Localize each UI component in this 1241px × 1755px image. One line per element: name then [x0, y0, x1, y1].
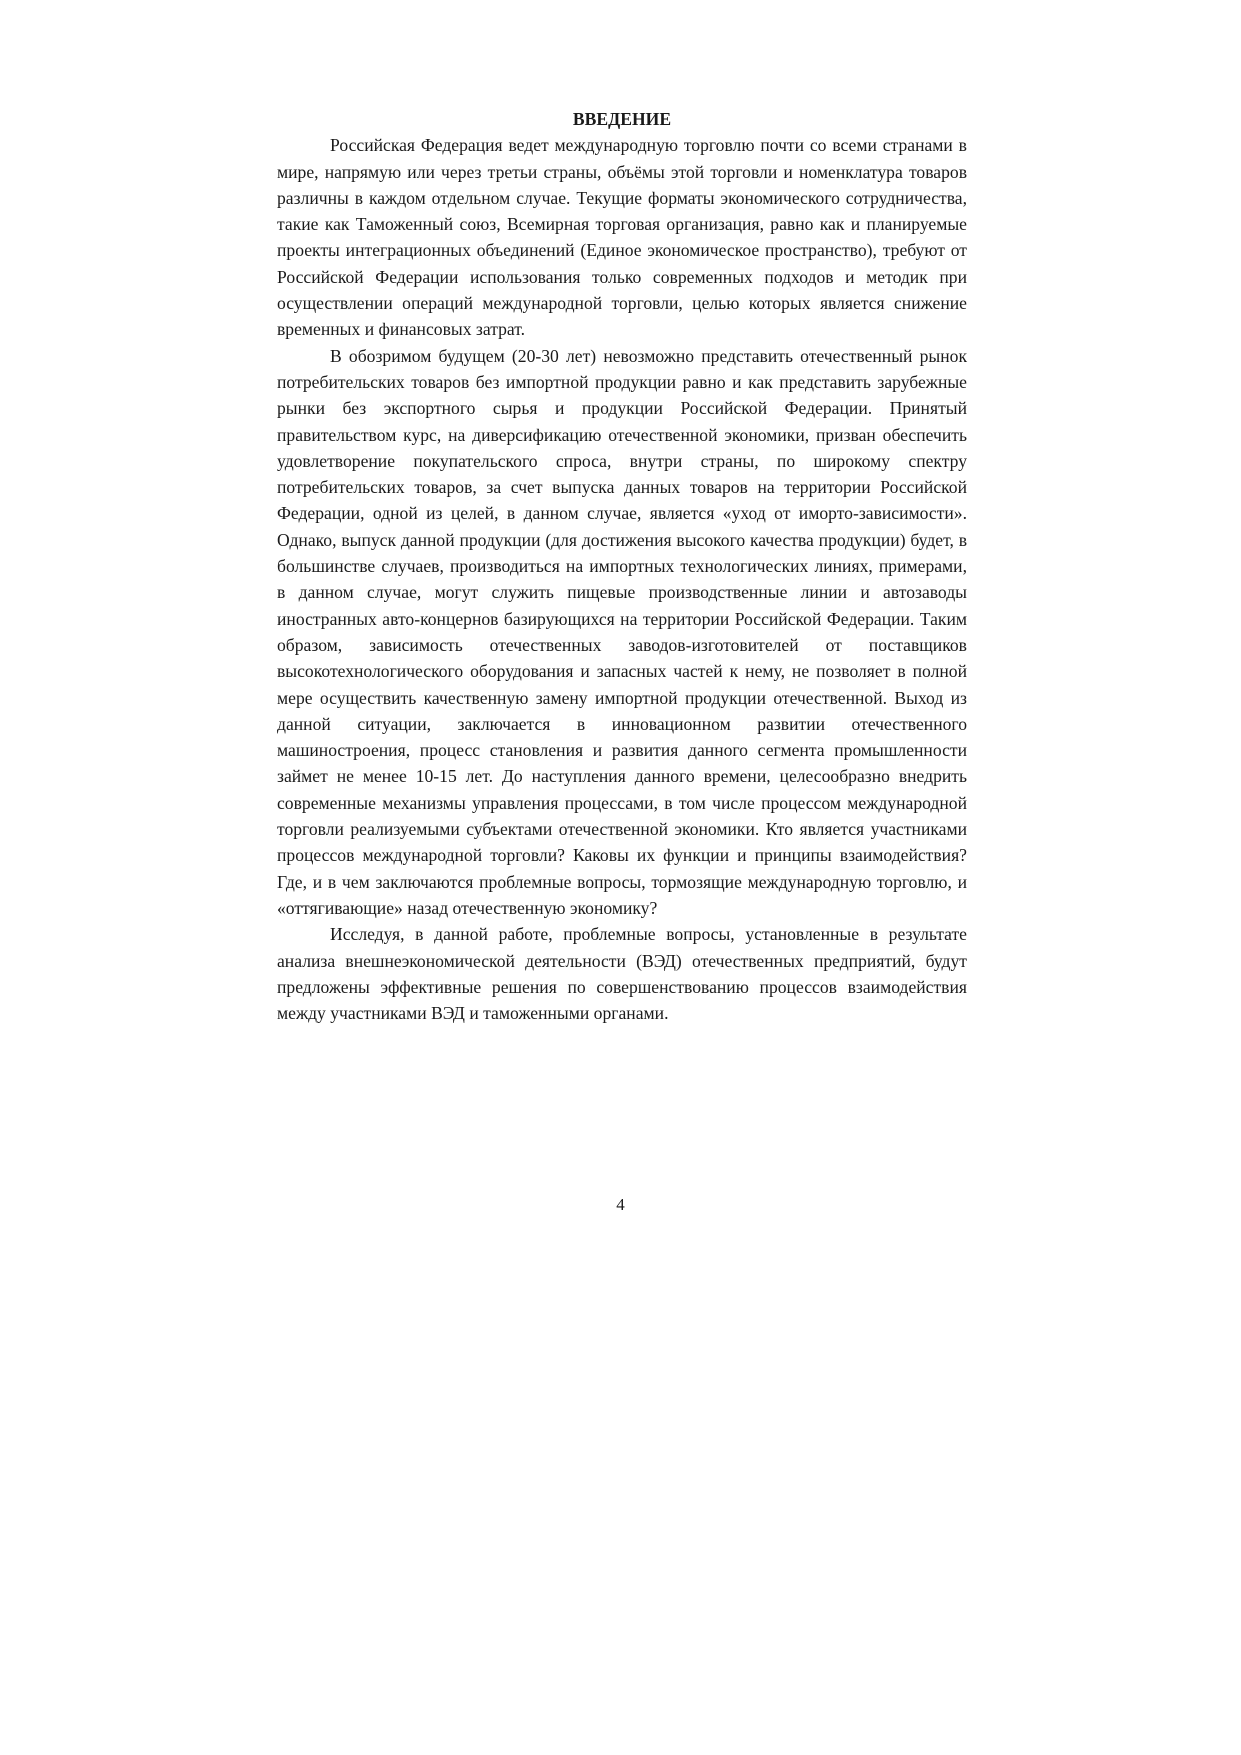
paragraph-intro: Российская Федерация ведет международную торговлю почти со всеми странами в мире, напрямую или через третьи страны, объёмы этой торговли и номенклатура товаров различны в каждом отдельном случае. Текущие форматы экономического сотрудничества, такие как Таможенный союз, Всемирная торговая организация, равно как и планируемые проекты интеграционных объединений (Единое экономическое пространство), требуют от Российской Федерации использования только современных подходов и методик при осуществлении операций международной торговли, целью которых является снижение временных и финансовых затрат. — [277, 135, 967, 340]
paragraph-foreseeable-future: В обозримом будущем (20-30 лет) невозможно представить отечественный рынок потребительских товаров без импортной продукции равно и как представить зарубежные рынки без экспортного сырья и продукции Российской Федерации. Принятый правительством курс, на диверсификацию отечественной экономики, призван обеспечить удовлетворение покупательского спроса, внутри страны, по широкому спектру потребительских товаров, за счет выпуска данных товаров на территории Российской Федерации, одной из целей, в данном случае, является «уход от иморто-зависимости». Однако, выпуск данной продукции (для достижения высокого качества продукции) будет, в большинстве случаев, производиться на импортных технологических линиях, примерами, в данном случае, могут служить пищевые производственные линии и автозаводы иностранных авто-концернов базирующихся на территории Российской Федерации. Таким образом, зависимость отечественных заводов-изготовителей от поставщиков высокотехнологического оборудования и запасных частей к нему, не позволяет в полной мере осуществить качественную замену импортной продукции отечественной. Выход из данной ситуации, заключается в инновационном развитии отечественного машиностроения, процесс становления и развития данного сегмента промышленности займет не менее 10-15 лет. До наступления данного времени, целесообразно внедрить современные механизмы управления процессами, в том числе процессом международной торговли реализуемыми субъектами отечественной экономики. Кто является участниками процессов международной торговли? Каковы их функции и принципы взаимодействия? Где, и в чем заключаются проблемные вопросы, тормозящие международную торговлю, и «оттягивающие» назад отечественную экономику? — [277, 345, 967, 918]
document-body — [277, 106, 967, 1026]
page-title: ВВЕДЕНИЕ — [572, 109, 672, 129]
paragraph-research: Исследуя, в данной работе, проблемные вопросы, установленные в результате анализа внешнеэкономической деятельности (ВЭД) отечественных предприятий, будут предложены эффективные решения по совершенствованию процессов взаимодействия между участниками ВЭД и таможенными органами. — [277, 924, 967, 1024]
page-number: 4 — [616, 1195, 625, 1214]
